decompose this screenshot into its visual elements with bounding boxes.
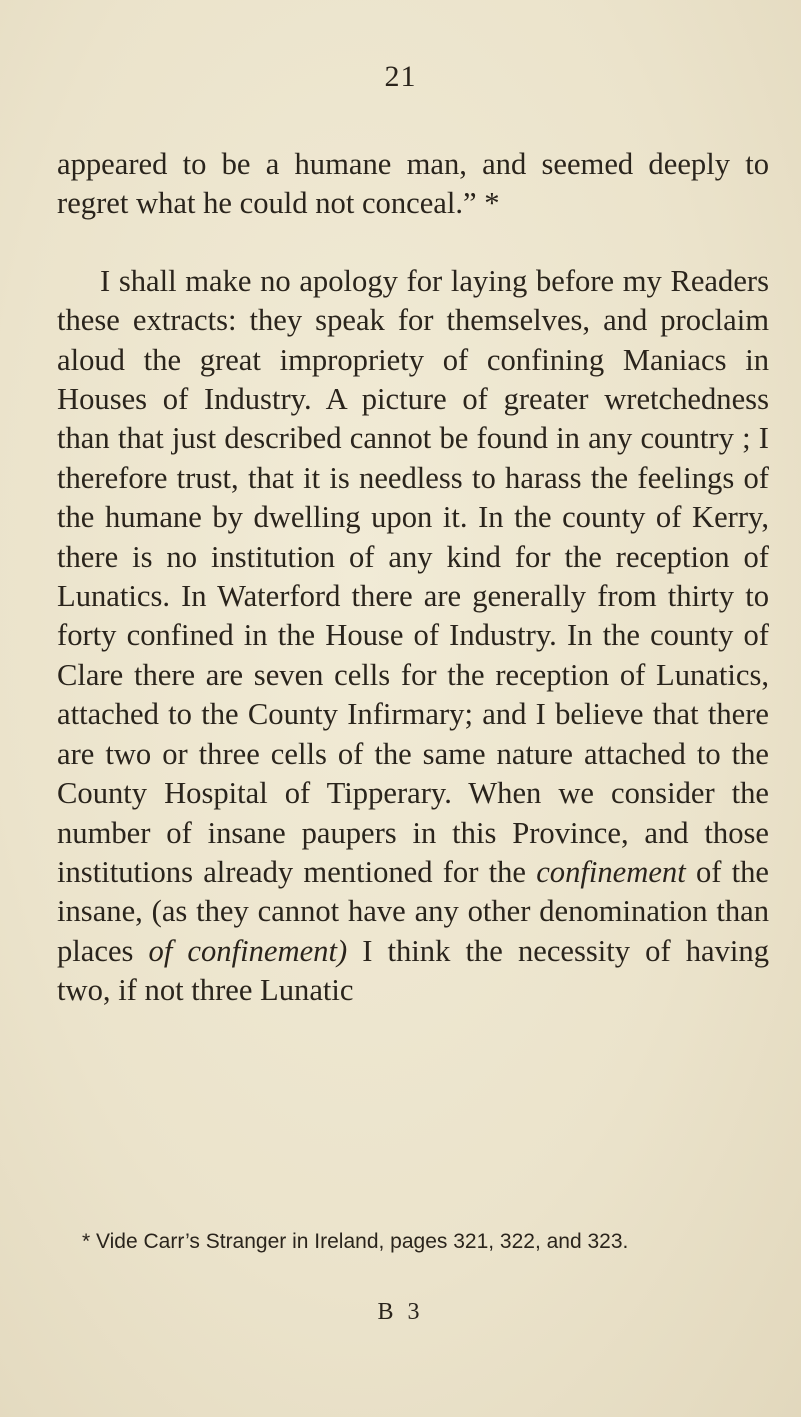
italic-confinement: confinement (536, 854, 686, 889)
signature-mark: B 3 (377, 1299, 424, 1325)
page-number: 21 (384, 60, 417, 93)
footnote: * Vide Carr’s Stranger in Ireland, pages 321, 322, and 323. (82, 1230, 629, 1253)
paragraph-main (57, 262, 769, 1011)
body-text (57, 145, 769, 1011)
paragraph-main-text: I shall make no apology for laying before my Readers these extracts: they speak for themselves, and proclaim aloud the great impropriety of confining Maniacs in Houses of Industry. A picture of greater wretchedness than that just described cannot be found in any country ; I therefore trust, that it is needless to harass the feelings of the humane by dwelling upon it. In the county of Kerry, there is no institution of any kind for the reception of Lunatics. In Waterford there are generally from thirty to forty confined in the House of Industry. In the county of Clare there are seven cells for the reception of Lunatics, attached to the County Infirmary; and I believe that there are two or three cells of the same nature attached to the County Hospital of Tipperary. When we consider the number of insane paupers in this Province, and those institutions already mentioned for the (57, 263, 769, 889)
paragraph-main-text-3: I think the necessity of having two, if not three Lunatic (57, 933, 770, 1008)
italic-of-confinement: of confinement) (148, 933, 348, 968)
paragraph-main-text-2: of the insane, (as they cannot have any other denomination than places (57, 854, 769, 968)
paragraph-continued: appeared to be a humane man, and seemed deeply to regret what he could not conceal.” * (57, 147, 769, 221)
